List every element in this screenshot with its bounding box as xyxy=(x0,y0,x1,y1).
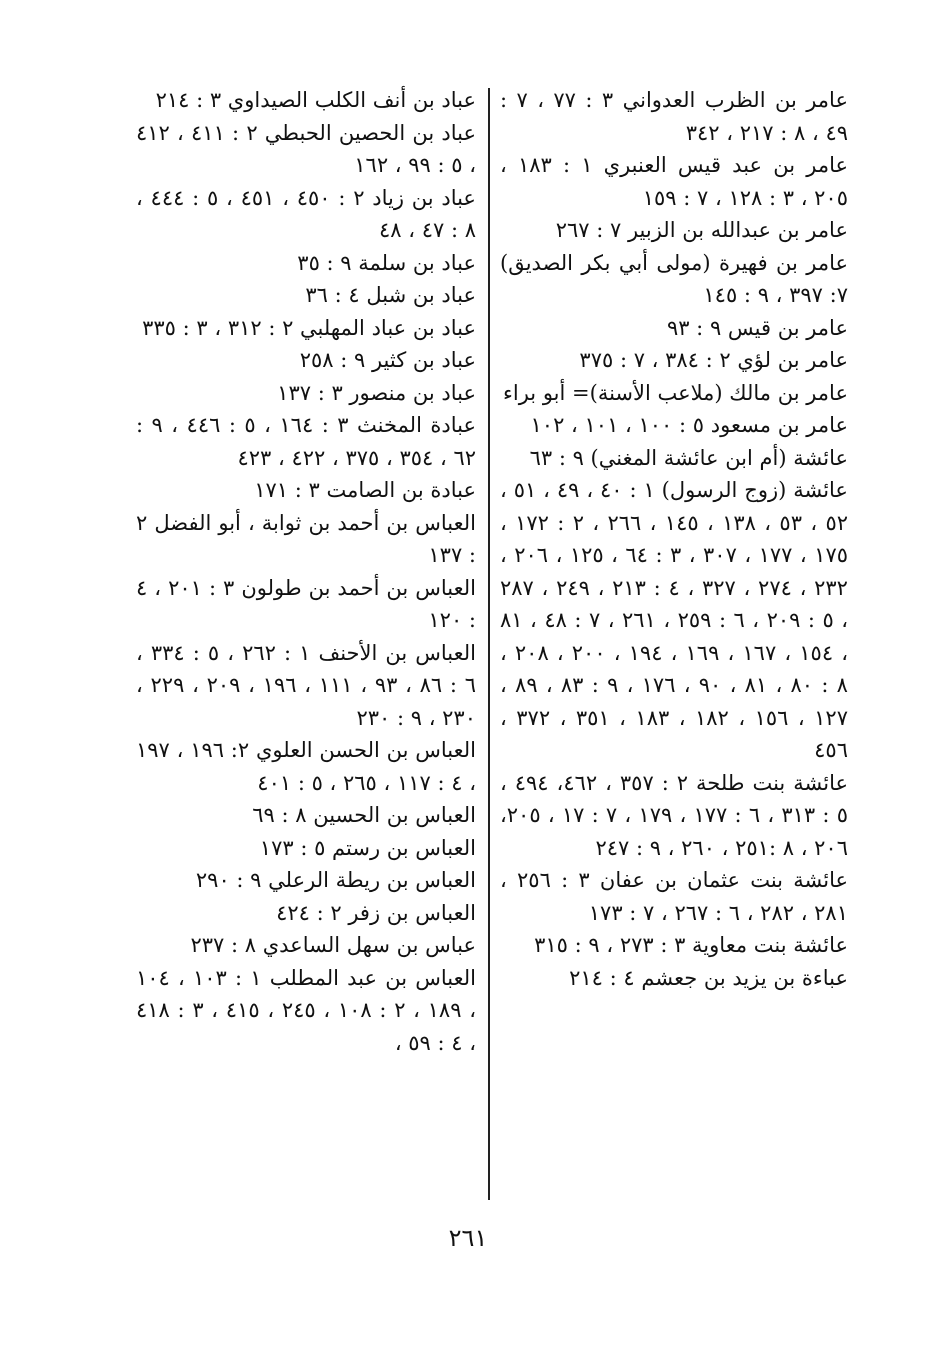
index-entry: العباس بن أحمد بن ثوابة ، أبو الفضل ٢ : ١٣٧ xyxy=(136,510,476,567)
index-entry: العباس بن الحسين ٨ : ٦٩ xyxy=(252,803,476,827)
index-entry: عباد بن منصور ٣ : ١٣٧ xyxy=(277,380,476,405)
index-entry: العباس بن الأحنف ١ : ٢٦٢ ، ٥ : ٣٣٤ ، ٦ : ٨٦ ، ٩٣ ، ١١١ ، ١٩٦ ، ٢٠٩ ، ٢٢٩ ، ٢٣٠ ، ٩ : ٢٣٠ xyxy=(136,640,477,730)
index-entry: العباس بن عبد المطلب ١ : ١٠٣ ، ١٠٤ ، ١٨٩ ، ٢ : ١٠٨ ، ٢٤٥ ، ٤١٥ ، ٣ : ٤١٨ ، ٤ : ٥٩ ، xyxy=(136,965,476,1055)
index-entry: عائشة بنت عثمان بن عفان ٣ : ٢٥٦ ، ٢٨١ ، ٢٨٢ ، ٦ : ٢٦٧ ، ٧ : ١٧٣ xyxy=(500,868,849,925)
index-entry: عباس بن سهل الساعدي ٨ : ٢٣٧ xyxy=(190,933,476,957)
index-entry: العباس بن أحمد بن طولون ٣ : ٢٠١ ، ٤ : ١٢٠ xyxy=(136,575,476,632)
column-divider xyxy=(488,88,490,1200)
index-entry: عباد بن عباد المهلبي ٢ : ٣١٢ ، ٣ : ٣٣٥ xyxy=(142,315,476,340)
index-entry: العباس بن الحسن العلوي ٢: ١٩٦ ، ١٩٧ ، ٤ : ١١٧ ، ٢٦٥ ، ٥ : ٤٠١ xyxy=(136,738,476,795)
index-entry: عامر بن عبدالله بن الزبير ٧ : ٢٦٧ xyxy=(555,218,848,242)
index-entry: عباءة بن يزيد بن جعشم ٤ : ٢١٤ xyxy=(569,965,848,990)
index-entry: عائشة بنت معاوية ٣ : ٢٧٣ ، ٩ : ٣١٥ xyxy=(534,933,848,957)
index-entry: عباد بن كثير ٩ : ٢٥٨ xyxy=(299,348,476,372)
index-entry: عبادة المخنث ٣ : ١٦٤ ، ٥ : ٤٤٦ ، ٩ : ٦٢ ، ٣٥٤ ، ٣٧٥ ، ٤٢٢ ، ٤٢٣ xyxy=(136,413,476,470)
page-number: ٢٦١ xyxy=(448,1224,488,1252)
index-column-left xyxy=(136,84,476,1059)
index-entry: عبادة بن الصامت ٣ : ١٧١ xyxy=(254,478,476,502)
index-entry: عامر بن مسعود ٥ : ١٠٠ ، ١٠١ ، ١٠٢ xyxy=(530,413,848,437)
index-entry: عباد بن شبل ٤ : ٣٦ xyxy=(305,283,476,307)
index-entry: عباد بن سلمة ٩ : ٣٥ xyxy=(297,250,476,275)
index-entry: عائشة (زوج الرسول) ١ : ٤٠ ، ٤٩ ، ٥١ ، ٥٢ ، ٥٣ ، ١٣٨ ، ١٤٥ ، ٢٦٦ ، ٢ : ١٧٢ ، ١٧٥ ، ١٧٧ ، ٣٠٧ ، ٣ : ٦٤ ، ١٢٥ ، ٢٠٦ ، ٢٣٢ ، ٢٧٤ ، ٣٢٧ ، ٤ : ٢١٣ ، ٢٤٩ ، ٢٨٧ ، ٥ : ٢٠٩ ، ٦ : ٢٥٩ ، ٢٦١ ، ٧ : ٤٨ ، ٨١ ، ١٥٤ ، ١٦٧ ، ١٦٩ ، ١٩٤ ، ٢٠٠ ، ٢٠٨ ، ٨ : ٨٠ ، ٨١ ، ٩٠ ، ١٧٦ ، ٩ : ٨٣ ، ٨٩ ، ١٢٧ ، ١٥٦ ، ١٨٢ ، ١٨٣ ، ٣٥١ ، ٣٧٢ ، ٤٥٦ xyxy=(500,478,849,762)
index-entry: عامر بن فهيرة (مولى أبي بكر الصديق) ٧: ٣٩٧ ، ٩ : ١٤٥ xyxy=(500,250,848,307)
index-entry: عامر بن قيس ٩ : ٩٣ xyxy=(666,315,848,340)
index-column-right xyxy=(500,84,848,994)
index-entry: عائشة بنت طلحة ٢ : ٣٥٧ ، ٤٦٢، ٤٩٤ ، ٥ : ٣١٣ ، ٦ : ١٧٧ ، ١٧٩ ، ٧ : ١٧ ، ٢٠٥، ٢٠٦ ، ٨ :٢٥١ ، ٢٦٠ ، ٩ : ٢٤٧ xyxy=(500,770,848,860)
index-entry: عباد بن أنف الكلب الصيداوي ٣ : ٢١٤ xyxy=(155,88,476,112)
index-entry: عامر بن مالك (ملاعب الأسنة)= أبو براء xyxy=(503,380,848,405)
index-entry: العباس بن ريطة الرعلي ٩ : ٢٩٠ xyxy=(195,868,476,892)
index-entry: العباس بن رستم ٥ : ١٧٣ xyxy=(259,835,476,860)
index-entry: عامر بن لؤي ٢ : ٣٨٤ ، ٧ : ٣٧٥ xyxy=(579,348,848,372)
index-entry: عباد بن زياد ٢ : ٤٥٠ ، ٤٥١ ، ٥ : ٤٤٤ ، ٨ : ٤٧ ، ٤٨ xyxy=(136,185,476,242)
index-entry: عامر بن الظرب العدواني ٣ : ٧٧ ، ٧ : ٤٩ ، ٨ : ٢١٧ ، ٣٤٢ xyxy=(500,88,848,145)
index-entry: العباس بن زفر ٢ : ٤٢٤ xyxy=(276,900,476,925)
index-entry: عامر بن عبد قيس العنبري ١ : ١٨٣ ، ٢٠٥ ، ٣ : ١٢٨ ، ٧ : ١٥٩ xyxy=(500,153,848,210)
index-entry: عباد بن الحصين الحبطي ٢ : ٤١١ ، ٤١٢ ، ٥ : ٩٩ ، ١٦٢ xyxy=(136,120,476,177)
index-entry: عائشة (أم ابن عائشة المغني) ٩ : ٦٣ xyxy=(529,445,848,470)
